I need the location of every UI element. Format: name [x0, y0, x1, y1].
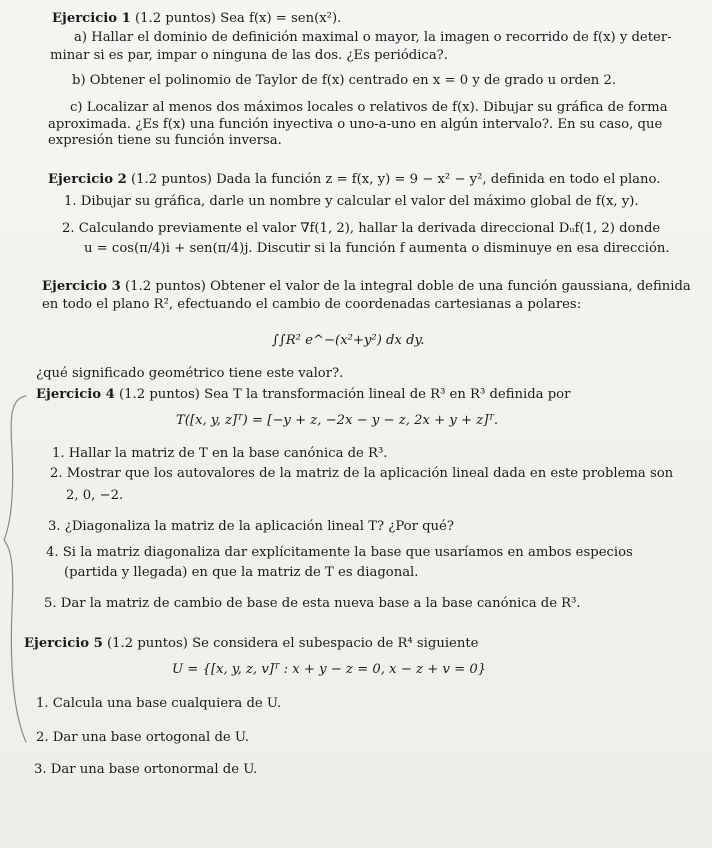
text-line: (partida y llegada) en que la matriz de T es diagonal. — [64, 565, 419, 580]
exercise-1-heading: Ejercicio 1 — [52, 11, 131, 26]
exercise-1-part-c — [70, 100, 668, 116]
exercise-3-question — [36, 366, 343, 382]
pencil-brace-mark — [0, 390, 30, 750]
exercise-5-item-3 — [34, 762, 257, 778]
exercise-5-statement: (1.2 puntos) Se considera el subespacio de R⁴ siguiente — [107, 636, 479, 651]
exercise-2 — [48, 172, 660, 188]
exercise-1-part-b — [72, 73, 616, 89]
text-line: a) Hallar el dominio de definición maximal o mayor, la imagen o recorrido de f(x) y deter- — [74, 30, 672, 45]
text-line: 2. Calculando previamente el valor ∇f(1, 2), hallar la derivada direccional Dᵤf(1, 2) donde — [62, 221, 661, 236]
text-line: 3. ¿Diagonaliza la matriz de la aplicación lineal T? ¿Por qué? — [48, 519, 454, 534]
exercise-1-part-a — [74, 30, 672, 46]
text-line: minar si es par, impar o ninguna de las dos. ¿Es periódica?. — [50, 48, 448, 63]
exercise-3 — [42, 279, 691, 313]
exercise-4-heading: Ejercicio 4 — [36, 387, 115, 402]
exercise-5-heading: Ejercicio 5 — [24, 636, 103, 651]
formula: ∫∫R² e^−(x²+y²) dx dy. — [272, 333, 425, 348]
text-line: 2, 0, −2. — [66, 488, 124, 503]
text-line: 4. Si la matriz diagonaliza dar explícitamente la base que usaríamos en ambos especios — [46, 545, 633, 560]
text-line: u = cos(π/4)i + sen(π/4)j. Discutir si la función f aumenta o disminuye en esa dirección. — [84, 241, 670, 256]
exercise-3-formula — [272, 333, 424, 349]
exercise-4 — [36, 387, 570, 403]
exercise-4-item-2 — [50, 466, 673, 504]
exercise-4-item-1 — [52, 446, 387, 462]
text-line: 3. Dar una base ortonormal de U. — [34, 762, 258, 777]
exercise-1 — [52, 11, 341, 27]
exercise-2-item-1 — [64, 194, 639, 210]
text-line: 1. Hallar la matriz de T en la base canónica de R³. — [52, 446, 388, 461]
exercise-3-heading: Ejercicio 3 — [42, 279, 121, 294]
text-line: 2. Mostrar que los autovalores de la matriz de la aplicación lineal dada en este problema son — [50, 466, 674, 481]
text-line: ¿qué significado geométrico tiene este valor?. — [36, 366, 344, 381]
exercise-3-statement: (1.2 puntos) Obtener el valor de la integral doble de una función gaussiana, definida — [125, 279, 691, 294]
text-line: b) Obtener el polinomio de Taylor de f(x) centrado en x = 0 y de grado u orden 2. — [72, 73, 617, 88]
text-line: 1. Calcula una base cualquiera de U. — [36, 696, 282, 711]
exercise-5-item-2 — [36, 730, 249, 746]
exercise-4-item-4 — [46, 545, 633, 581]
text-line: 5. Dar la matriz de cambio de base de esta nueva base a la base canónica de R³. — [44, 596, 581, 611]
exercise-4-item-5 — [44, 596, 581, 612]
text-line: 1. Dibujar su gráfica, darle un nombre y calcular el valor del máximo global de f(x, y). — [64, 194, 639, 209]
text-line: expresión tiene su función inversa. — [48, 133, 282, 148]
exercise-1-part-c-cont — [48, 117, 662, 149]
exercise-5-item-1 — [36, 696, 281, 712]
text-line: aproximada. ¿Es f(x) una función inyectiva o uno-a-uno en algún intervalo?. En su caso, que — [48, 117, 663, 132]
text-line: 2. Dar una base ortogonal de U. — [36, 730, 249, 745]
text-line: c) Localizar al menos dos máximos locales o relativos de f(x). Dibujar su gráfica de forma — [70, 100, 668, 115]
exercise-1-statement: (1.2 puntos) Sea f(x) = sen(x²). — [135, 11, 342, 26]
exercise-4-item-3 — [48, 519, 454, 535]
exercise-5 — [24, 636, 478, 652]
exercise-4-formula — [176, 413, 498, 429]
exercise-2-heading: Ejercicio 2 — [48, 172, 127, 187]
formula: T([x, y, z]ᵀ) = [−y + z, −2x − y − z, 2x + y + z]ᵀ. — [176, 413, 499, 428]
text-line: en todo el plano R², efectuando el cambio de coordenadas cartesianas a polares: — [42, 297, 582, 312]
formula: U = {[x, y, z, v]ᵀ : x + y − z = 0, x − z + v = 0} — [172, 662, 487, 677]
exercise-2-statement: (1.2 puntos) Dada la función z = f(x, y) = 9 − x² − y², definida en todo el plano. — [131, 172, 661, 187]
exercise-2-item-2 — [62, 221, 670, 257]
exercise-5-formula — [172, 662, 486, 678]
exercise-1-part-a-cont — [50, 48, 448, 64]
exercise-4-statement: (1.2 puntos) Sea T la transformación lineal de R³ en R³ definida por — [119, 387, 571, 402]
